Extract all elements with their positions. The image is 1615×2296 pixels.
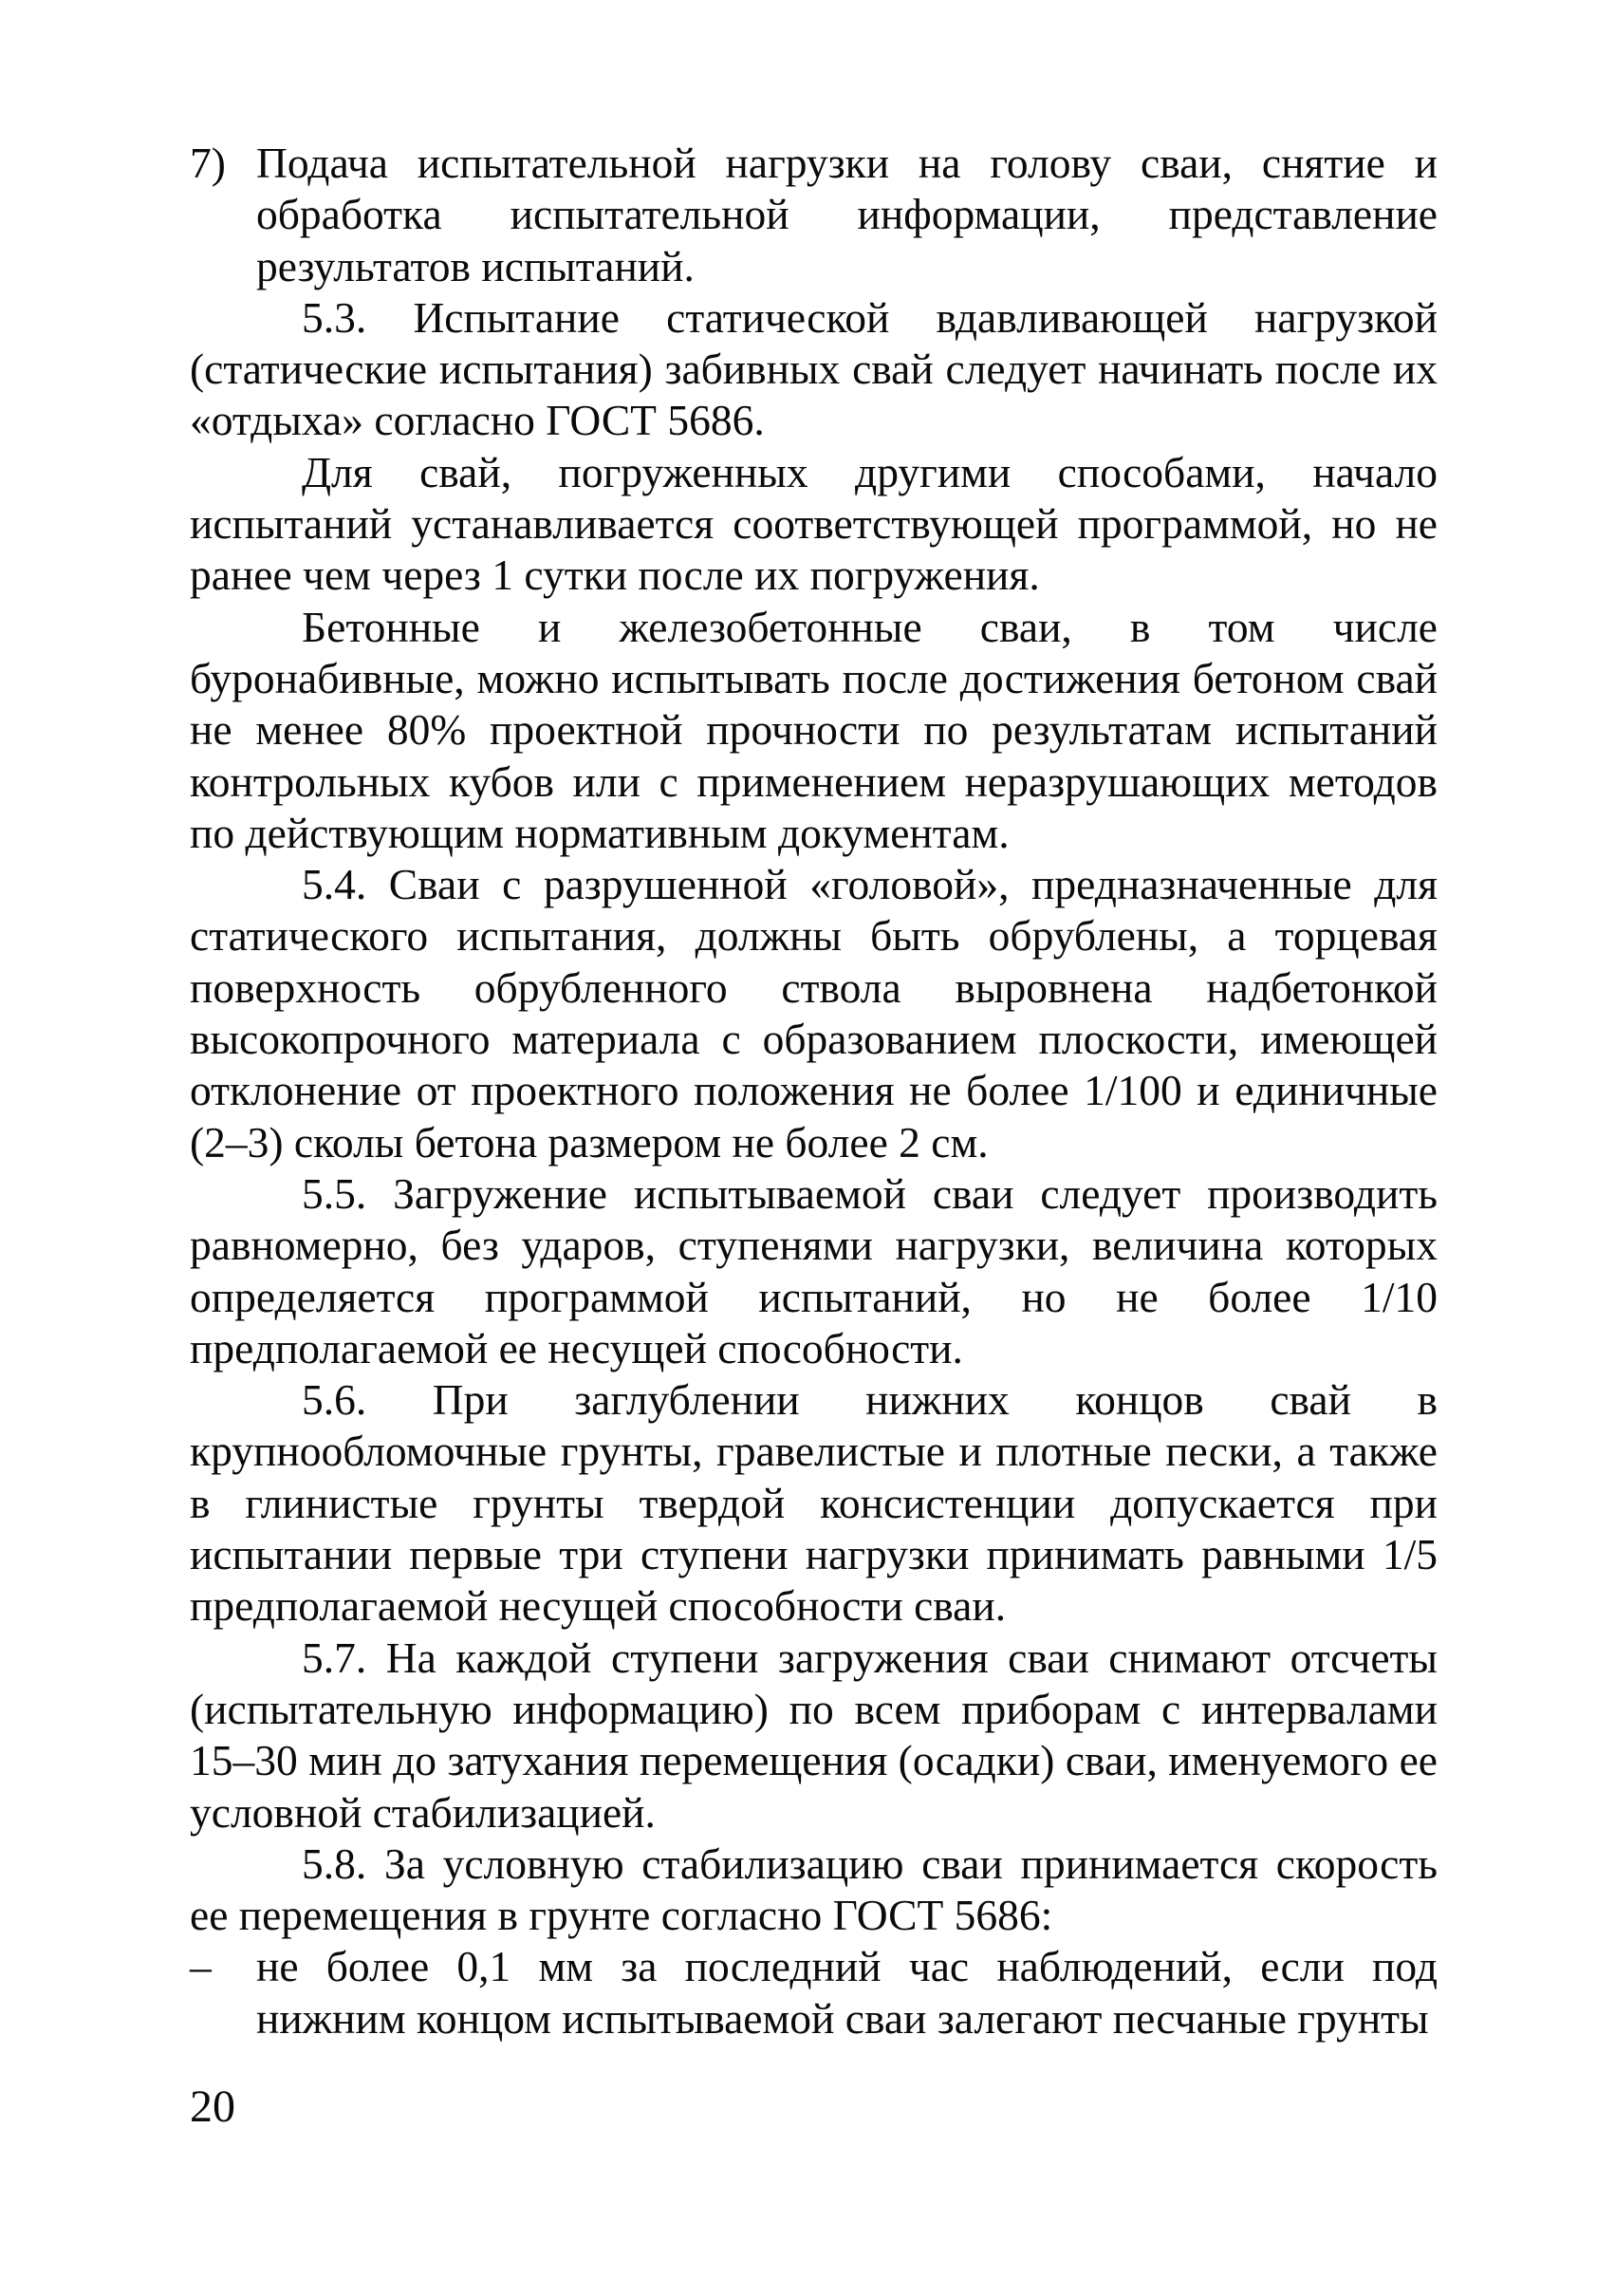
body-text xyxy=(190,138,1438,2044)
paragraph-5-5: 5.5. Загружение испытываемой сваи следует производить равномерно, без ударов, ступенями нагрузки, величина которых определяется программой испытаний, но не более 1/10 предполагаемой ее несущей способности. xyxy=(190,1168,1438,1372)
paragraph-concrete-piles: Бетонные и железобетонные сваи, в том числе буронабивные, можно испытывать после достижения бетоном свай не менее 80% проектной прочности по результатам испытаний контрольных кубов или с применением неразрушающих методов по действующим нормативным документам. xyxy=(190,602,1438,857)
paragraph-5-3: 5.3. Испытание статической вдавливающей нагрузкой (статические испытания) забивных свай следует начинать после их «отдыха» согласно ГОСТ 5686. xyxy=(190,292,1438,445)
paragraph-other-methods: Для свай, погруженных другими способами, начало испытаний устанавливается соответствующей программой, но не ранее чем через 1 сутки после их погружения. xyxy=(190,447,1438,600)
list-marker: 7) xyxy=(190,139,226,187)
paragraph-5-7: 5.7. На каждой ступени загружения сваи снимают отсчеты (испытательную информацию) по всем приборам с интервалами 15–30 мин до затухания перемещения (осадки) сваи, именуемого ее условной стабилизацией. xyxy=(190,1633,1438,1837)
paragraph-5-8: 5.8. За условную стабилизацию сваи принимается скорость ее перемещения в грунте согласно ГОСТ 5686: xyxy=(190,1839,1438,1940)
paragraph-5-4: 5.4. Сваи с разрушенной «головой», предназначенные для статического испытания, должны быть обрублены, а торцевая поверхность обрубленного ствола выровнена надбетонкой высокопрочного материала с образованием плоскости, имеющей отклонение от проектного положения не более 1/100 и единичные (2–3) сколы бетона размером не более 2 см. xyxy=(190,860,1438,1167)
paragraph-5-6: 5.6. При заглублении нижних концов свай в крупнообломочные грунты, гравелистые и плотные пески, а также в глинистые грунты твердой консистенции допускается при испытании первые три ступени нагрузки принимать равными 1/5 предполагаемой несущей способности сваи. xyxy=(190,1375,1438,1631)
dash-marker: – xyxy=(190,1942,212,1991)
page-number: 20 xyxy=(190,2081,235,2132)
dash-item-text: не более 0,1 мм за последний час наблюдений, если под нижним концом испытываемой сваи залегают песчаные грунты xyxy=(256,1942,1438,2043)
list-item-text: Подача испытательной нагрузки на голову сваи, снятие и обработка испытательной информации, представление результатов испытаний. xyxy=(256,139,1438,290)
list-item-7 xyxy=(190,138,1438,292)
dash-list-item xyxy=(190,1941,1438,2044)
